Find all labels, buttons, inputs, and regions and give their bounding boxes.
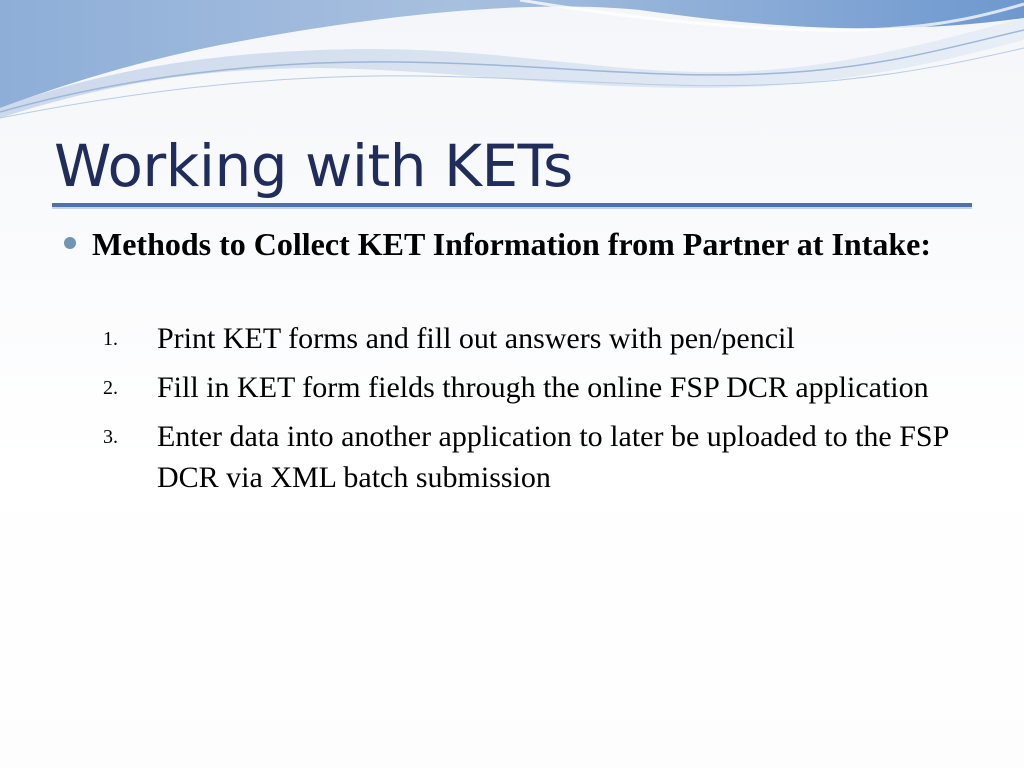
slide-title: Working with KETs <box>54 132 573 200</box>
list-item-number: 1. <box>103 328 118 350</box>
bullet-dot-icon <box>64 237 76 249</box>
list-item <box>103 318 963 359</box>
list-item-number: 3. <box>103 426 118 448</box>
list-item-text: Enter data into another application to later be uploaded to the FSP DCR via XML batch submission <box>157 420 949 494</box>
main-bullet <box>64 222 974 266</box>
list-item <box>103 367 963 408</box>
numbered-list <box>103 318 963 506</box>
header-wave-decoration <box>0 0 1024 130</box>
list-item <box>103 416 963 498</box>
list-item-number: 2. <box>103 377 118 399</box>
list-item-text: Print KET forms and fill out answers with pen/pencil <box>157 322 795 355</box>
list-item-text: Fill in KET form fields through the online FSP DCR application <box>157 371 929 404</box>
bullet-text: Methods to Collect KET Information from Partner at Intake: <box>92 226 932 262</box>
title-underline <box>52 203 972 209</box>
